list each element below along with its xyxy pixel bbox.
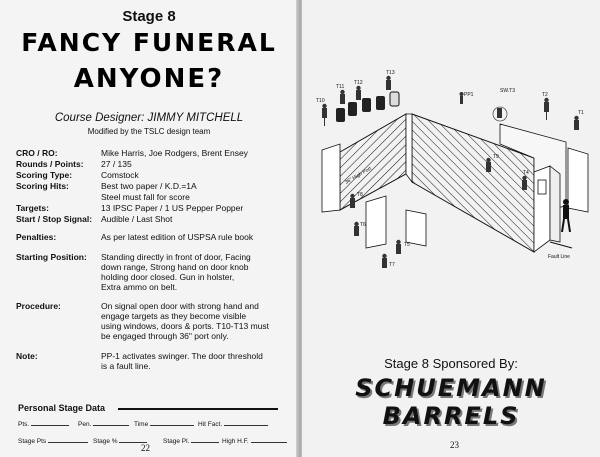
field-label-rounds: Rounds / Points:	[16, 159, 84, 169]
penalties-value: As per latest edition of USPSA rule book	[101, 232, 254, 242]
page-number-left: 22	[141, 443, 150, 453]
stage-heading: Stage 8	[122, 8, 176, 25]
field-high-hf[interactable]	[222, 436, 287, 445]
starting-line-3: holding door closed. Gun in holster,	[101, 272, 235, 282]
barrel-group	[336, 92, 399, 122]
door	[550, 166, 560, 242]
stage-title-line1: FANCY FUNERAL	[21, 28, 277, 57]
right-page	[302, 0, 600, 457]
target-t4	[522, 176, 527, 190]
field-stage-points-label: Stage Pts	[18, 438, 47, 445]
stage-diagram	[310, 62, 596, 282]
starting-line-1: Standing directly in front of door, Facing	[101, 252, 251, 262]
label-t10: T10	[316, 98, 325, 104]
starting-position-label: Starting Position:	[16, 252, 87, 262]
field-hit-factor-label: Hit Fact.	[198, 421, 223, 428]
target-t9	[486, 158, 491, 172]
swinger-t3	[493, 107, 507, 121]
fault-line	[550, 242, 572, 248]
field-value-targets: 13 IPSC Paper / 1 US Pepper Popper	[101, 203, 244, 213]
starting-line-4: Extra ammo on belt.	[101, 282, 178, 292]
field-points[interactable]	[18, 419, 69, 428]
target-t2	[544, 98, 549, 120]
field-label-scoring-hits: Scoring Hits:	[16, 181, 69, 191]
field-penalties-label: Pen.	[78, 421, 92, 428]
popper-pp1	[460, 92, 464, 104]
field-label-cro: CRO / RO:	[16, 148, 58, 158]
procedure-line-3: using windows, doors & ports. T10-T13 must	[101, 321, 270, 331]
field-label-signal: Start / Stop Signal:	[16, 214, 93, 224]
field-value-cro: Mike Harris, Joe Rodgers, Brent Ensey	[101, 148, 248, 158]
starting-line-2: down range, Strong hand on door knob	[101, 262, 249, 272]
field-stage-percent-label: Stage %	[93, 438, 118, 445]
field-value-signal: Audible / Last Shot	[101, 214, 173, 224]
modified-note: Modified by the TSLC design team	[87, 127, 211, 136]
label-t11: T11	[336, 84, 345, 90]
field-time-label: Time	[134, 421, 149, 428]
field-value-scoring-type: Comstock	[101, 170, 139, 180]
label-t13: T13	[386, 70, 395, 76]
personal-data-rule	[118, 408, 278, 410]
target-t5	[396, 240, 401, 254]
wall-left-end	[322, 144, 340, 212]
field-stage-place-label: Stage Pl.	[163, 438, 190, 445]
target-t11	[340, 90, 345, 104]
label-t8: T8	[357, 192, 363, 198]
label-t6: T6	[360, 222, 366, 228]
field-penalties[interactable]	[78, 419, 129, 428]
procedure-line-2: engage targets as they become visible	[101, 311, 247, 321]
wall-right-front	[534, 166, 550, 252]
target-t12	[356, 86, 361, 100]
target-t7	[382, 254, 387, 268]
field-label-scoring-type: Scoring Type:	[16, 170, 73, 180]
field-stage-percent[interactable]	[93, 436, 147, 445]
stage-title-line2: ANYONE?	[73, 64, 225, 94]
label-t12: T12	[354, 80, 363, 86]
field-hit-factor[interactable]	[198, 419, 268, 428]
sponsor-text: Stage 8 Sponsored By:	[384, 356, 518, 371]
procedure-line-4: be engaged through 36" port only.	[101, 331, 229, 341]
procedure-label: Procedure:	[16, 301, 61, 311]
field-points-label: Pts.	[18, 421, 30, 428]
note-line-1: PP-1 activates swinger. The door threshold	[101, 351, 263, 361]
label-t5: T5	[404, 242, 410, 248]
label-t2: T2	[542, 92, 548, 98]
procedure-line-1: On signal open door with strong hand and	[101, 301, 259, 311]
field-time[interactable]	[134, 419, 194, 428]
field-stage-place[interactable]	[163, 436, 219, 445]
field-high-hf-label: High H.F.	[222, 438, 249, 445]
label-t9: T9	[493, 154, 499, 160]
note-label: Note:	[16, 351, 38, 361]
field-value-rounds: 27 / 135	[101, 159, 132, 169]
target-t8	[350, 194, 355, 208]
label-fault-line: Fault Line	[548, 254, 570, 260]
penalties-label: Penalties:	[16, 232, 57, 242]
label-36-port: 36" High Port	[344, 165, 373, 186]
sponsor-brand-line2: BARRELS	[382, 402, 520, 430]
label-swt3: SW.T3	[500, 88, 516, 94]
label-t4: T4	[523, 170, 529, 176]
target-t13	[386, 76, 391, 90]
label-pp1: PP1	[464, 92, 474, 98]
field-value-steel: Steel must fall for score	[101, 192, 190, 202]
field-value-scoring-hits: Best two paper / K.D.=1A	[101, 181, 197, 191]
field-label-targets: Targets:	[16, 203, 49, 213]
target-t1	[574, 116, 579, 130]
target-t10	[322, 104, 327, 126]
page-number-right: 23	[450, 440, 459, 450]
label-t7: T7	[389, 262, 395, 268]
label-t1: T1	[578, 110, 584, 116]
left-page	[0, 0, 298, 457]
field-stage-points[interactable]	[18, 436, 88, 445]
wall-left-hatched	[340, 114, 406, 210]
course-designer: Course Designer: JIMMY MITCHELL	[54, 112, 244, 124]
target-t6	[354, 222, 359, 236]
sponsor-brand-line1: SCHUEMANN	[355, 374, 547, 402]
note-line-2: is a fault line.	[101, 361, 151, 371]
personal-stage-data-title: Personal Stage Data	[18, 403, 106, 413]
